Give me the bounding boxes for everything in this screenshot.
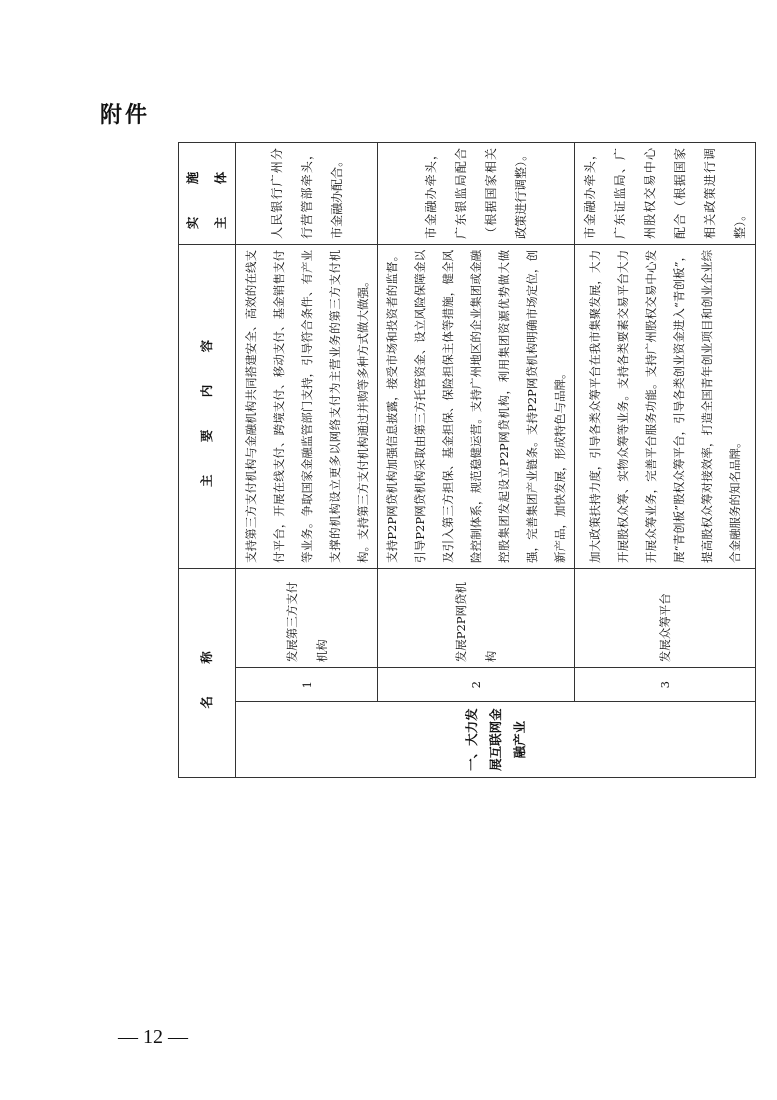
item-content: 支持P2P网贷机构加强信息披露，接受市场和投资者的监督。引导P2P网贷机构采取由第三方托管资金、设立风险保障金以及引入第三方担保、基金担保、保险担保主体等措施，健全风险控制体系，规范稳健运营。支持广州地区的企业集团或金融控股集团发起设立P2P网贷机构，利用集团资源优势做大做强，完善集团产业链条。支持P2P网贷机构明确市场定位，创新产品，加快发展，形成特色与品牌。 bbox=[378, 244, 575, 568]
header-body: 实 施 主 体 bbox=[179, 143, 236, 245]
item-content: 加大政策扶持力度，引导各类众筹平台在我市集聚发展，大力开展股权众筹、实物众筹等业务。支持各类要素交易平台大力开展众筹业务，完善平台服务功能。支持广州股权交易中心发展“青创板”股权众筹平台，引导各类创业资金进入“青创板”，提高股权众筹对接效率，打造全国青年创业项目和创业企业综合金融服务的知名品牌。 bbox=[575, 244, 756, 568]
item-name: 发展第三方支付机构 bbox=[236, 568, 378, 667]
table-row bbox=[575, 143, 756, 778]
item-body: 市金融办牵头，广东银监局配合（根据国家相关政策进行调整）。 bbox=[378, 143, 575, 245]
row-number: 2 bbox=[378, 668, 575, 702]
item-name: 发展P2P网贷机构 bbox=[378, 568, 575, 667]
table-row bbox=[236, 143, 378, 778]
item-name: 发展众筹平台 bbox=[575, 568, 756, 667]
row-number: 1 bbox=[236, 668, 378, 702]
row-number: 3 bbox=[575, 668, 756, 702]
attachment-title: 附件 bbox=[100, 103, 151, 128]
header-content: 主 要 内 容 bbox=[179, 244, 236, 568]
item-content: 支持第三方支付机构与金融机构共同搭建安全、高效的在线支付平台，开展在线支付、跨境支付、移动支付、基金销售支付等业务。争取国家金融监管部门支持，引导符合条件、有产业支撑的机构设立更多以网络支付为主营业务的第三方支付机构。支持第三方支付机构通过并购等多种方式做大做强。 bbox=[236, 244, 378, 568]
policy-table-region bbox=[178, 142, 747, 778]
table-header-row bbox=[179, 143, 236, 778]
page-number: — 12 — bbox=[118, 1026, 188, 1048]
item-body: 人民银行广州分行营管部牵头，市金融办配合。 bbox=[236, 143, 378, 245]
item-body: 市金融办牵头，广东证监局、广州股权交易中心配合（根据国家相关政策进行调整）。 bbox=[575, 143, 756, 245]
policy-table bbox=[178, 142, 756, 778]
table-row bbox=[378, 143, 575, 778]
header-name: 名 称 bbox=[179, 568, 236, 777]
category-cell: 一、大力发展互联网金融产业 bbox=[236, 702, 756, 778]
